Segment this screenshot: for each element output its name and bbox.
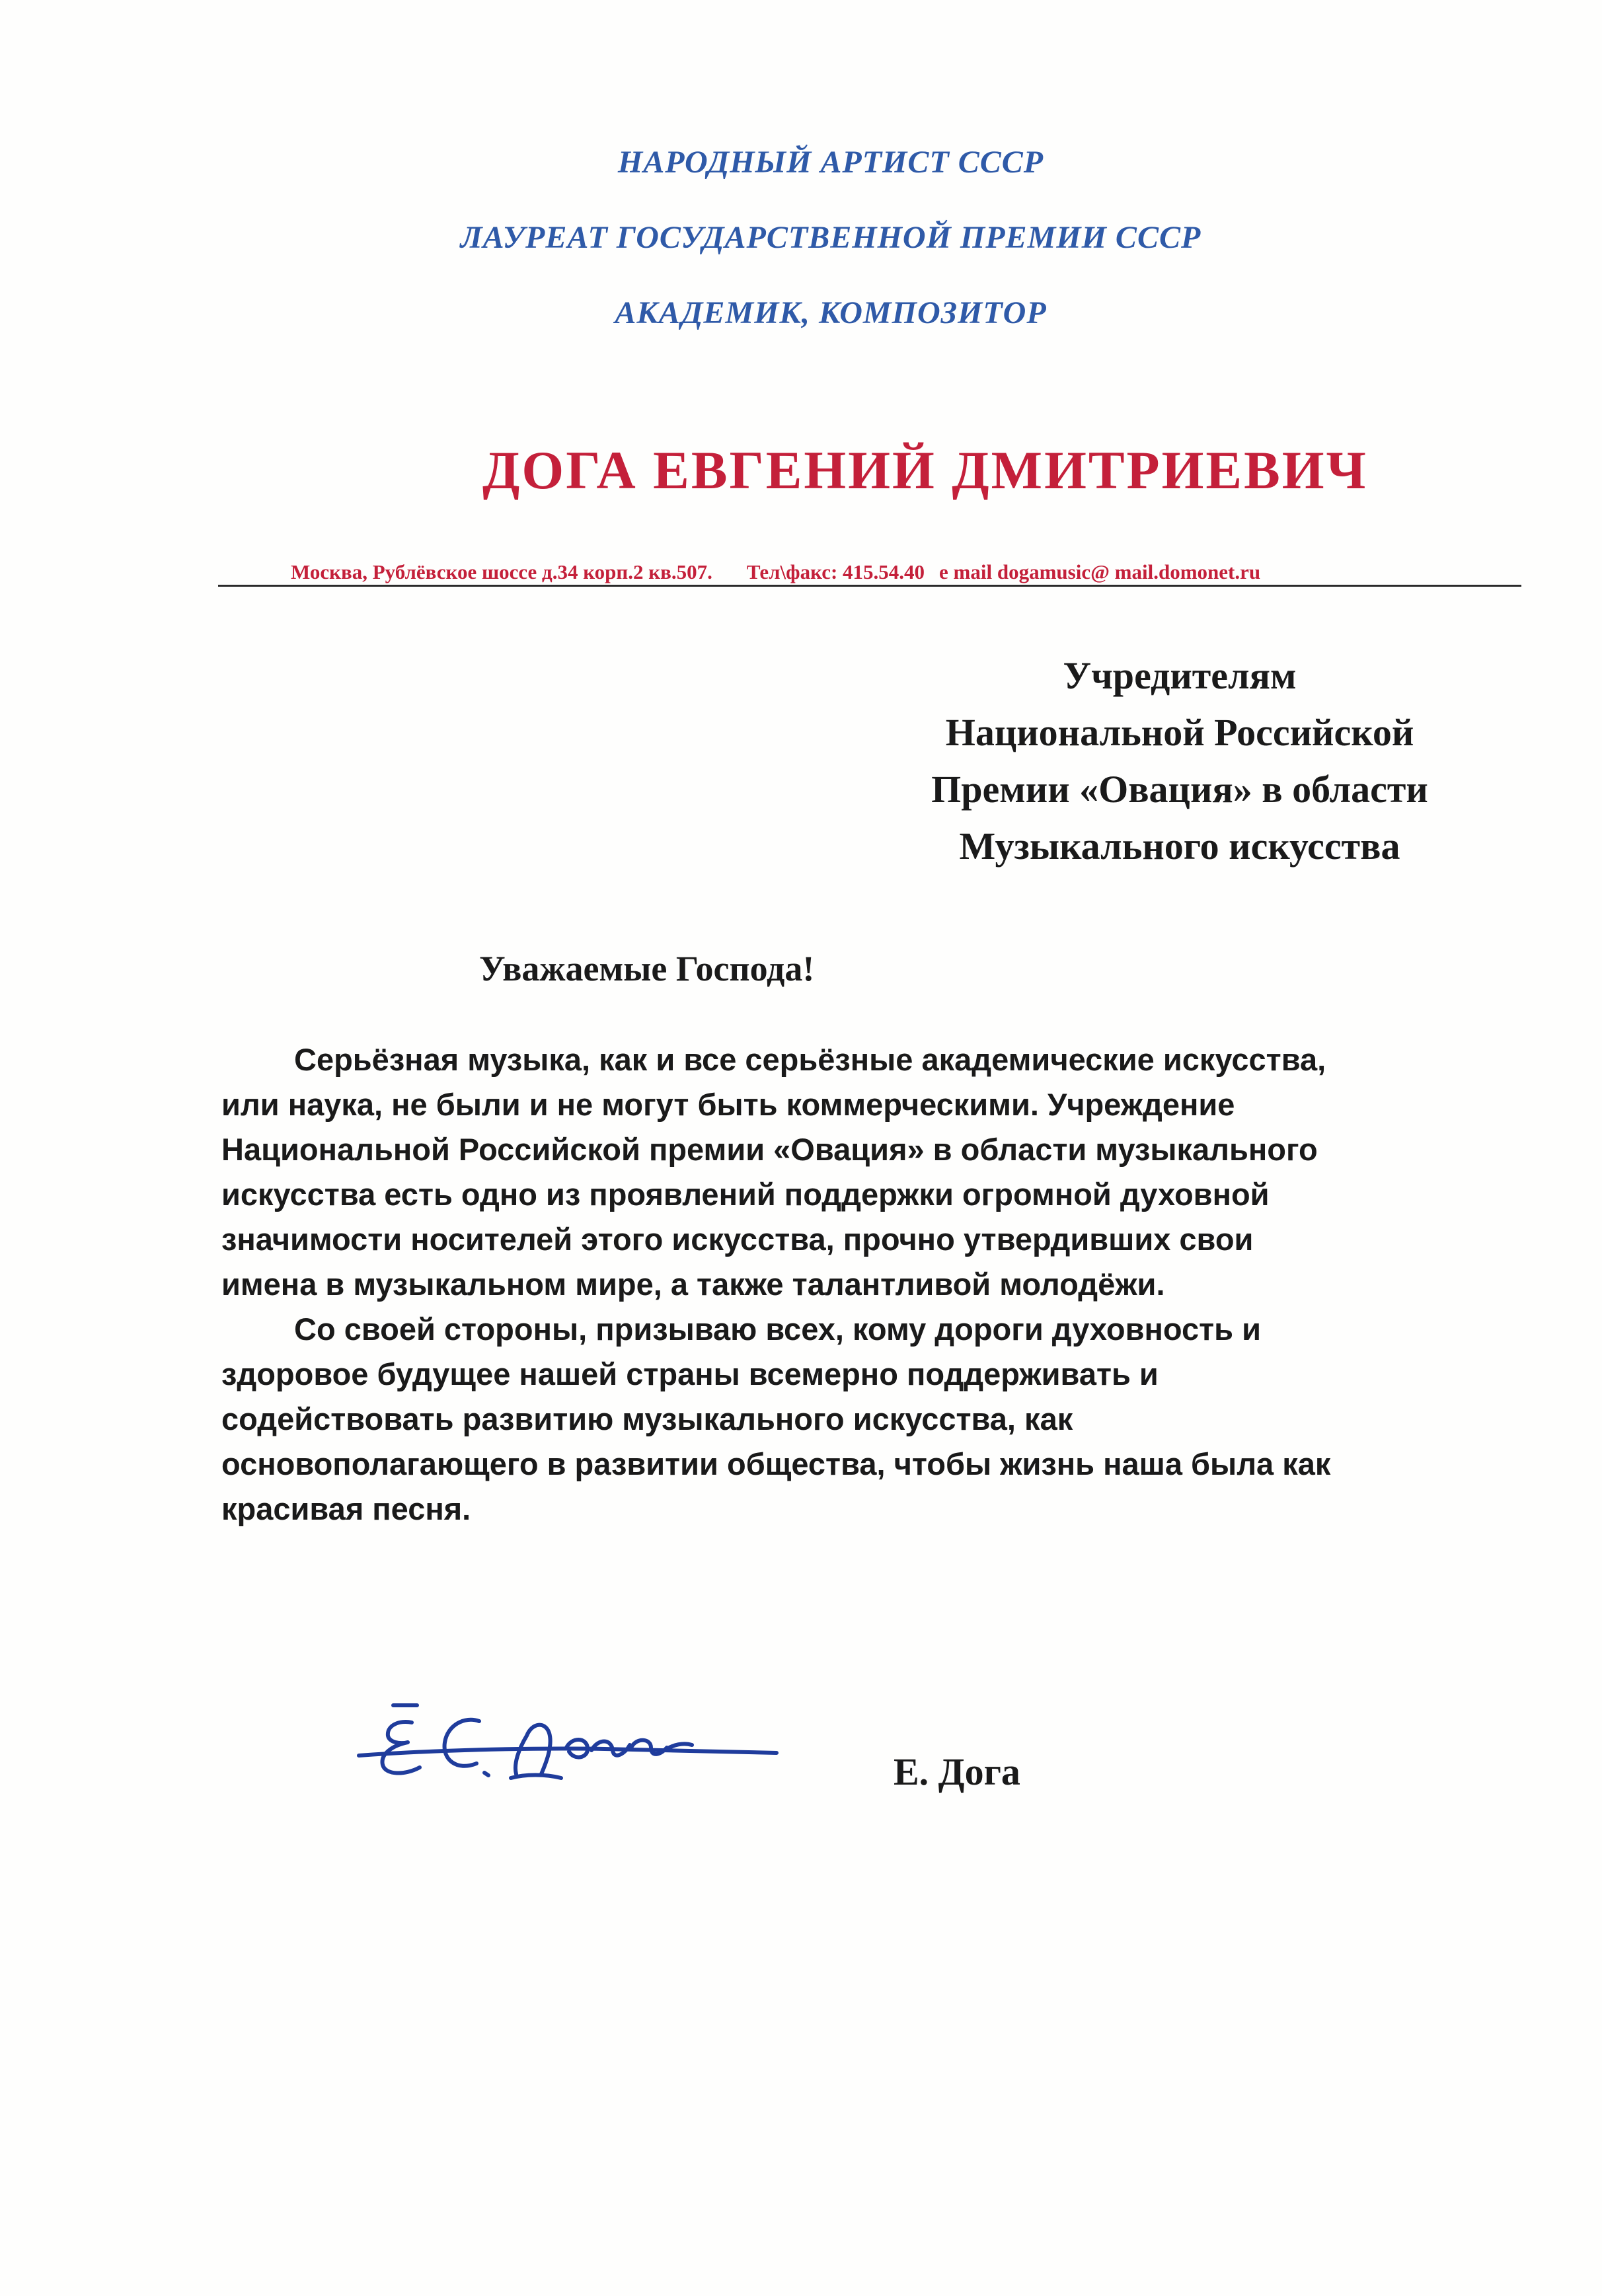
addressee-line: Музыкального искусства bbox=[959, 825, 1400, 868]
signer-name: Е. Дога bbox=[894, 1750, 1020, 1793]
addressee-line: Учредителям bbox=[1063, 654, 1297, 697]
title-people-artist: НАРОДНЫЙ АРТИСТ СССР bbox=[617, 145, 1044, 180]
letterhead-name: ДОГА ЕВГЕНИЙ ДМИТРИЕВИЧ bbox=[482, 440, 1368, 500]
body-line: значимости носителей этого искусства, прочно утвердивших свои bbox=[221, 1222, 1254, 1257]
addressee-line: Премии «Овация» в области bbox=[931, 768, 1428, 811]
letterhead-divider bbox=[218, 585, 1521, 587]
contact-phone: Тел\факс: 415.54.40 bbox=[746, 560, 925, 583]
body-line: искусства есть одно из проявлений поддержки огромной духовной bbox=[221, 1177, 1270, 1212]
addressee-block bbox=[816, 648, 1543, 875]
body-line: содействовать развитию музыкального искусства, как bbox=[221, 1401, 1073, 1436]
body-line: или наука, не были и не могут быть коммерческими. Учреждение bbox=[221, 1087, 1235, 1122]
title-state-prize-laureate: ЛАУРЕАТ ГОСУДАРСТВЕННОЙ ПРЕМИИ СССР bbox=[460, 220, 1202, 255]
body-line: здоровое будущее нашей страны всемерно поддерживать и bbox=[221, 1356, 1159, 1391]
body-line: имена в музыкальном мире, а также талантливой молодёжи. bbox=[221, 1267, 1165, 1302]
contact-email: e mail dogamusic@ mail.domonet.ru bbox=[939, 560, 1261, 583]
contact-address: Москва, Рублёвское шоссе д.34 корп.2 кв.507. bbox=[291, 560, 712, 583]
body-line: Серьёзная музыка, как и все серьёзные академические искусства, bbox=[294, 1042, 1326, 1077]
body-line: Национальной Российской премии «Овация» в области музыкального bbox=[221, 1132, 1318, 1167]
salutation: Уважаемые Господа! bbox=[479, 949, 815, 988]
letter-body bbox=[221, 1037, 1530, 1532]
body-line: красивая песня. bbox=[221, 1491, 471, 1526]
body-line: Со своей стороны, призываю всех, кому дороги духовность и bbox=[294, 1312, 1261, 1347]
handwritten-signature bbox=[354, 1682, 843, 1794]
letterhead-contact bbox=[291, 560, 1295, 584]
title-academician-composer: АКАДЕМИК, КОМПОЗИТОР bbox=[615, 295, 1047, 330]
body-line: основополагающего в развитии общества, чтобы жизнь наша была как bbox=[221, 1446, 1331, 1481]
addressee-line: Национальной Российской bbox=[945, 711, 1414, 754]
